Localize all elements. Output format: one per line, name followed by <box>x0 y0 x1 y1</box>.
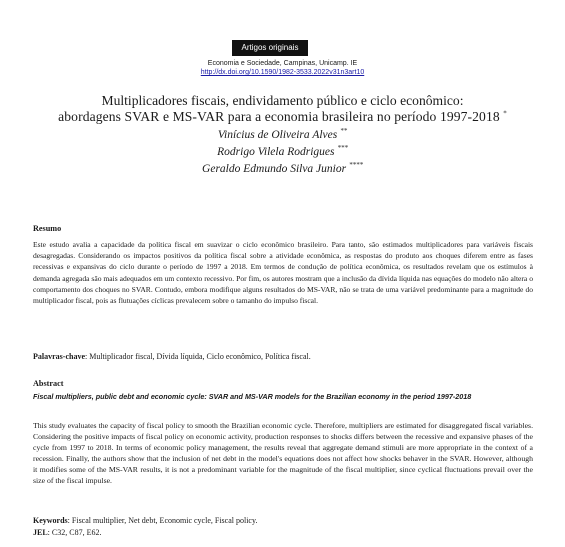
title-footnote-mark: * <box>503 108 507 117</box>
author <box>0 127 565 144</box>
abstract-title: Fiscal multipliers, public debt and economic cycle: SVAR and MS-VAR models for the Brazilian economy in the period 1997-2018 <box>33 392 472 401</box>
abstract-keywords <box>33 515 533 526</box>
author-footnote-mark: ** <box>340 127 348 136</box>
keywords-label: Keywords <box>33 516 68 525</box>
author-name: Geraldo Edmundo Silva Junior <box>202 163 347 175</box>
resumo-keywords <box>33 351 533 362</box>
section-badge: Artigos originais <box>232 40 308 56</box>
abstract-body: This study evaluates the capacity of fiscal policy to smooth the Brazilian economic cycle. Therefore, multipliers are estimated for disaggregated fiscal variables. Considering the positive impacts of fiscal policy on economic activity, production responses to shocks differs between the recessive and expansive phases of the cycle from 1997 to 2018. In terms of economic policy management, the results reveal that aggregate demand stimuli are more appropriate in the context of a recession. Finally, the authors show that the inclusion of net debt in the model's equations does not affect how shocks behaver in the SVAR. However, although it modifies some of the MS-VAR results, it is not a predominant variable for the magnitude of the fiscal multiplier, since cyclical fluctuations prevail over the size of the fiscal impulse. <box>33 421 533 486</box>
resumo-heading: Resumo <box>33 224 62 233</box>
title-line-2 <box>20 109 545 125</box>
author <box>0 161 565 178</box>
resumo-body: Este estudo avalia a capacidade da política fiscal em suavizar o ciclo econômico brasileiro. Para tanto, são estimados multiplicadores para variáveis fiscais desagregadas. Considerando os impactos positivos da política fiscal sobre a atividade econômica, as respostas do produto aos choques diferem entre as fases recessivas e expansivas do ciclo durante o período de 1997 a 2018. Em termos de condução de política econômica, os resultados revelam que os estímulos à demanda agregada são mais adequados em um contexto recessivo. Por fim, os autores mostram que a inclusão da dívida líquida nas equações do modelo não altera o comportamento dos choques no SVAR. Contudo, embora modifique alguns resultados do MS-VAR, não se trata de uma variável predominante para a magnitude do multiplicador fiscal, pois as flutuações cíclicas prevalecem sobre o tamanho do impulso fiscal. <box>33 240 533 306</box>
abstract-jel <box>33 527 533 538</box>
keywords-text: : Fiscal multiplier, Net debt, Economic cycle, Fiscal policy. <box>67 516 258 525</box>
title-line-2-text: abordagens SVAR e MS-VAR para a economia brasileira no período 1997-2018 <box>58 108 500 124</box>
keywords-label: Palavras-chave <box>33 352 85 361</box>
jel-text: : C32, C87, E62. <box>47 528 102 537</box>
keywords-text: : Multiplicador fiscal, Dívida líquida, Ciclo econômico, Política fiscal. <box>85 352 311 361</box>
author-footnote-mark: *** <box>337 144 348 153</box>
jel-label: JEL <box>33 528 48 537</box>
author <box>0 144 565 161</box>
doi-link[interactable]: http://dx.doi.org/10.1590/1982-3533.2022v31n3art10 <box>200 69 365 76</box>
author-footnote-mark: **** <box>348 161 363 170</box>
author-name: Rodrigo Vilela Rodrigues <box>217 146 335 158</box>
abstract-heading: Abstract <box>33 379 64 388</box>
author-list <box>0 127 565 178</box>
author-name: Vinícius de Oliveira Alves <box>217 129 338 141</box>
doi-line <box>0 68 565 77</box>
journal-line: Economia e Sociedade, Campinas, Unicamp. IE <box>207 60 358 67</box>
paper-title <box>20 93 545 124</box>
title-line-1: Multiplicadores fiscais, endividamento público e ciclo econômico: <box>101 93 464 108</box>
